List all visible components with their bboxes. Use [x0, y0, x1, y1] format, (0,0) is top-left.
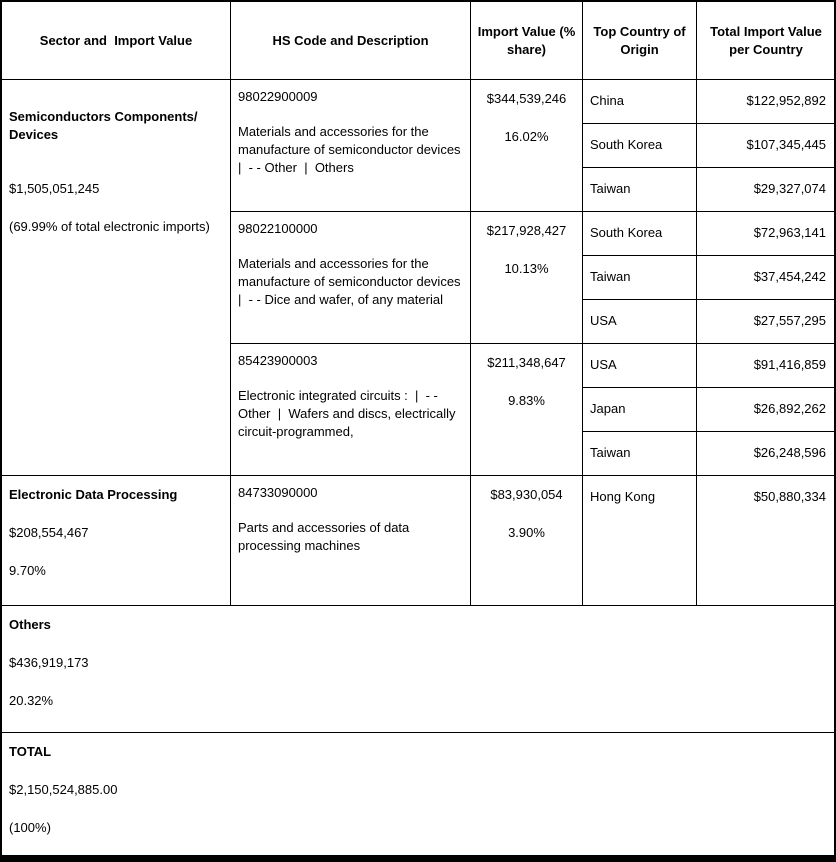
- hs-code: 84733090000: [238, 485, 318, 500]
- bottom-border-bar: [1, 855, 836, 862]
- import-value: $83,930,054: [490, 487, 563, 502]
- hs-cell: [231, 80, 471, 212]
- table-row: [2, 476, 836, 606]
- summary-cell-others: [2, 606, 836, 733]
- country-cell: Taiwan: [583, 168, 697, 212]
- summary-value: $2,150,524,885.00: [9, 782, 118, 797]
- summary-label: TOTAL: [9, 744, 52, 759]
- header-top-country: Top Country of Origin: [583, 2, 697, 80]
- table-header-row: [2, 2, 836, 80]
- summary-label: Others: [9, 617, 51, 632]
- country-value-cell: $72,963,141: [697, 212, 836, 256]
- summary-row-total: [2, 733, 836, 858]
- country-cell: Taiwan: [583, 432, 697, 476]
- country-value-cell: $91,416,859: [697, 344, 836, 388]
- sector-cell-semiconductors: [2, 80, 231, 476]
- country-cell: South Korea: [583, 124, 697, 168]
- header-total-per-country: Total Import Value per Country: [697, 2, 836, 80]
- table-row: [2, 80, 836, 124]
- summary-cell-total: [2, 733, 836, 858]
- hs-code: 98022900009: [238, 89, 318, 104]
- import-share: 10.13%: [504, 261, 549, 276]
- sector-name: Electronic Data Processing: [9, 487, 178, 502]
- import-value-table: [1, 1, 836, 858]
- country-value-cell: $27,557,295: [697, 300, 836, 344]
- summary-share: 20.32%: [9, 693, 54, 708]
- import-value: $211,348,647: [487, 355, 566, 370]
- header-import-value: Import Value (% share): [471, 2, 583, 80]
- import-value: $344,539,246: [486, 91, 567, 106]
- import-share: 16.02%: [504, 129, 549, 144]
- hs-cell: [231, 212, 471, 344]
- sector-share: (69.99% of total electronic imports): [9, 219, 210, 234]
- country-value-cell: $122,952,892: [697, 80, 836, 124]
- hs-description: Materials and accessories for the manufacture of semiconductor devices | - - Other | Others: [238, 124, 468, 175]
- import-value-cell: [471, 212, 583, 344]
- sector-value: $1,505,051,245: [9, 181, 100, 196]
- import-value-cell: [471, 344, 583, 476]
- summary-value: $436,919,173: [9, 655, 89, 670]
- hs-code: 98022100000: [238, 221, 318, 236]
- country-cell: Hong Kong: [583, 476, 697, 606]
- summary-share: (100%): [9, 820, 51, 835]
- header-sector: Sector and Import Value: [2, 2, 231, 80]
- country-value-cell: $37,454,242: [697, 256, 836, 300]
- sector-value: $208,554,467: [9, 525, 89, 540]
- hs-description: Parts and accessories of data processing machines: [238, 520, 413, 553]
- country-cell: South Korea: [583, 212, 697, 256]
- country-value-cell: $107,345,445: [697, 124, 836, 168]
- country-cell: USA: [583, 344, 697, 388]
- country-value-cell: $50,880,334: [697, 476, 836, 606]
- sector-cell-edp: [2, 476, 231, 606]
- header-hs-code: HS Code and Description: [231, 2, 471, 80]
- import-value-cell: [471, 476, 583, 606]
- import-value-cell: [471, 80, 583, 212]
- country-cell: Japan: [583, 388, 697, 432]
- hs-cell: [231, 344, 471, 476]
- sector-share: 9.70%: [9, 563, 46, 578]
- import-share: 9.83%: [508, 393, 545, 408]
- country-value-cell: $29,327,074: [697, 168, 836, 212]
- country-value-cell: $26,892,262: [697, 388, 836, 432]
- import-share: 3.90%: [508, 525, 545, 540]
- sector-name: Semiconductors Components/ Devices: [9, 109, 198, 142]
- country-value-cell: $26,248,596: [697, 432, 836, 476]
- country-cell: USA: [583, 300, 697, 344]
- hs-description: Electronic integrated circuits : | - - Other | Wafers and discs, electrically circuit-programmed,: [238, 388, 460, 439]
- country-cell: Taiwan: [583, 256, 697, 300]
- import-value: $217,928,427: [486, 223, 567, 238]
- summary-row-others: [2, 606, 836, 733]
- country-cell: China: [583, 80, 697, 124]
- hs-cell: [231, 476, 471, 606]
- hs-description: Materials and accessories for the manufacture of semiconductor devices | - - Dice and wafer, of any material: [238, 256, 468, 307]
- hs-code: 85423900003: [238, 353, 318, 368]
